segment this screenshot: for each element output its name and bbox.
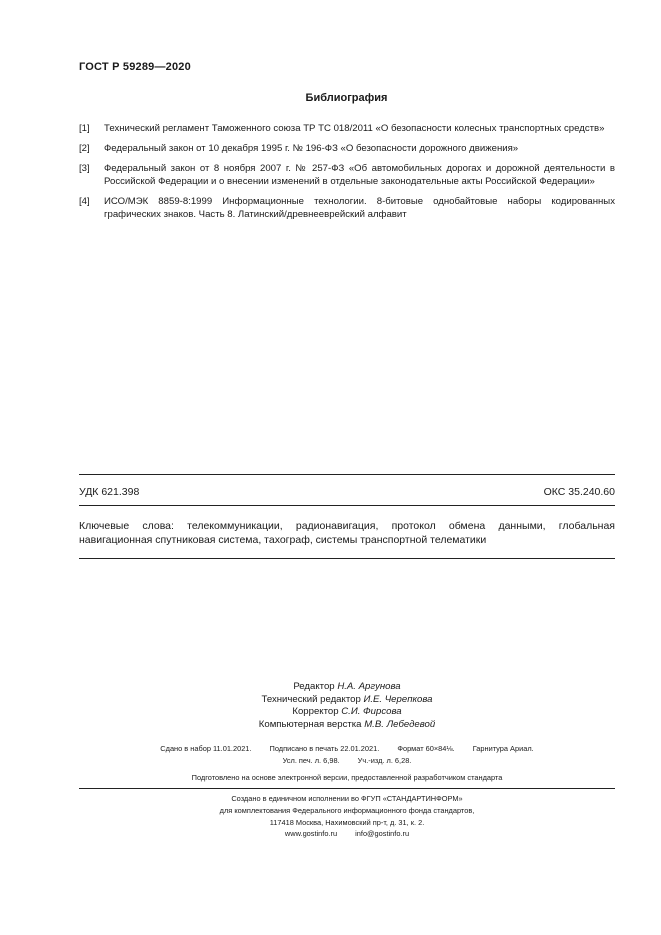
- divider-middle: [79, 505, 615, 506]
- credits-block: [79, 681, 615, 731]
- print-signed-date: Подписано в печать 22.01.2021.: [269, 744, 380, 753]
- section-title: Библиография: [305, 92, 388, 104]
- publishing-sheets: Уч.-изд. л. 6,28.: [357, 756, 412, 765]
- credit-name: М.В. Лебедевой: [364, 718, 436, 730]
- bibliography-item-text: Технический регламент Таможенного союза ТР ТС 018/2011 «О безопасности колесных транспортных средств»: [104, 123, 605, 134]
- divider-imprint: [79, 788, 615, 789]
- print-imprint: [79, 743, 615, 767]
- bibliography-item: [79, 195, 615, 221]
- publisher-contacts: [79, 828, 615, 840]
- paper-format: Формат 60×84⅛.: [397, 744, 455, 753]
- credit-role: Корректор: [292, 706, 339, 717]
- credit-line: [79, 706, 615, 719]
- bibliography-item-number: [2]: [79, 143, 90, 154]
- publisher-address: 117418 Москва, Нахимовский пр-т, д. 31, к. 2.: [269, 817, 425, 827]
- credit-role: Технический редактор: [261, 693, 361, 705]
- bibliography-item: [79, 162, 615, 188]
- prepared-note: Подготовлено на основе электронной версии, предоставленной разработчиком стандарта: [191, 773, 503, 782]
- credit-line: [79, 694, 615, 707]
- typeset-date: Сдано в набор 11.01.2021.: [160, 744, 252, 753]
- udc-code: УДК 621.398: [79, 486, 140, 498]
- credit-role: Редактор: [293, 681, 335, 692]
- credit-role: Компьютерная верстка: [258, 718, 362, 730]
- publisher-website-link[interactable]: www.gostinfo.ru: [284, 829, 338, 839]
- credit-name: И.Е. Черепкова: [363, 693, 433, 705]
- bibliography-item: [79, 142, 615, 155]
- keywords-block: [79, 519, 615, 547]
- bibliography-item-number: [3]: [79, 163, 90, 174]
- bibliography-item-text: Федеральный закон от 10 декабря 1995 г. № 196-ФЗ «О безопасности дорожного движения»: [104, 143, 519, 154]
- publisher-line: для комплектования Федерального информационного фонда стандартов,: [219, 805, 475, 815]
- publisher-email-link[interactable]: info@gostinfo.ru: [355, 829, 410, 839]
- keywords-text: телекоммуникации, радионавигация, протокол обмена данными, глобальная навигационная спутниковая система, тахограф, системы транспортной телематики: [79, 520, 615, 546]
- divider-bottom: [79, 558, 615, 559]
- printed-sheets: Усл. печ. л. 6,98.: [282, 756, 340, 765]
- publisher-line: Создано в единичном исполнении во ФГУП «СТАНДАРТИНФОРМ»: [231, 794, 463, 803]
- document-code: ГОСТ Р 59289—2020: [79, 61, 191, 73]
- bibliography-item-number: [1]: [79, 123, 90, 134]
- credit-line: [79, 681, 615, 694]
- credit-name: Н.А. Аргунова: [337, 681, 401, 692]
- imprint-line: [79, 743, 615, 755]
- bibliography-list: [79, 122, 615, 228]
- credit-line: [79, 719, 615, 732]
- imprint-line: [79, 755, 615, 767]
- typeface: Гарнитура Ариал.: [472, 744, 534, 753]
- bibliography-item: [79, 122, 615, 135]
- publisher-block: [79, 793, 615, 840]
- bibliography-item-text: Федеральный закон от 8 ноября 2007 г. № 257-ФЗ «Об автомобильных дорогах и дорожной деятельности в Российской Федерации и о внесении изменений в отдельные законодательные акты Российской Федерации»: [104, 163, 615, 187]
- bibliography-item-number: [4]: [79, 196, 90, 207]
- credit-name: С.И. Фирсова: [341, 706, 402, 717]
- keywords-label: Ключевые слова:: [79, 520, 174, 532]
- divider-top: [79, 474, 615, 475]
- bibliography-item-text: ИСО/МЭК 8859-8:1999 Информационные технологии. 8-битовые однобайтовые наборы кодированных графических знаков. Часть 8. Латинский/древнееврейский алфавит: [104, 196, 615, 220]
- oks-code: ОКС 35.240.60: [543, 486, 615, 498]
